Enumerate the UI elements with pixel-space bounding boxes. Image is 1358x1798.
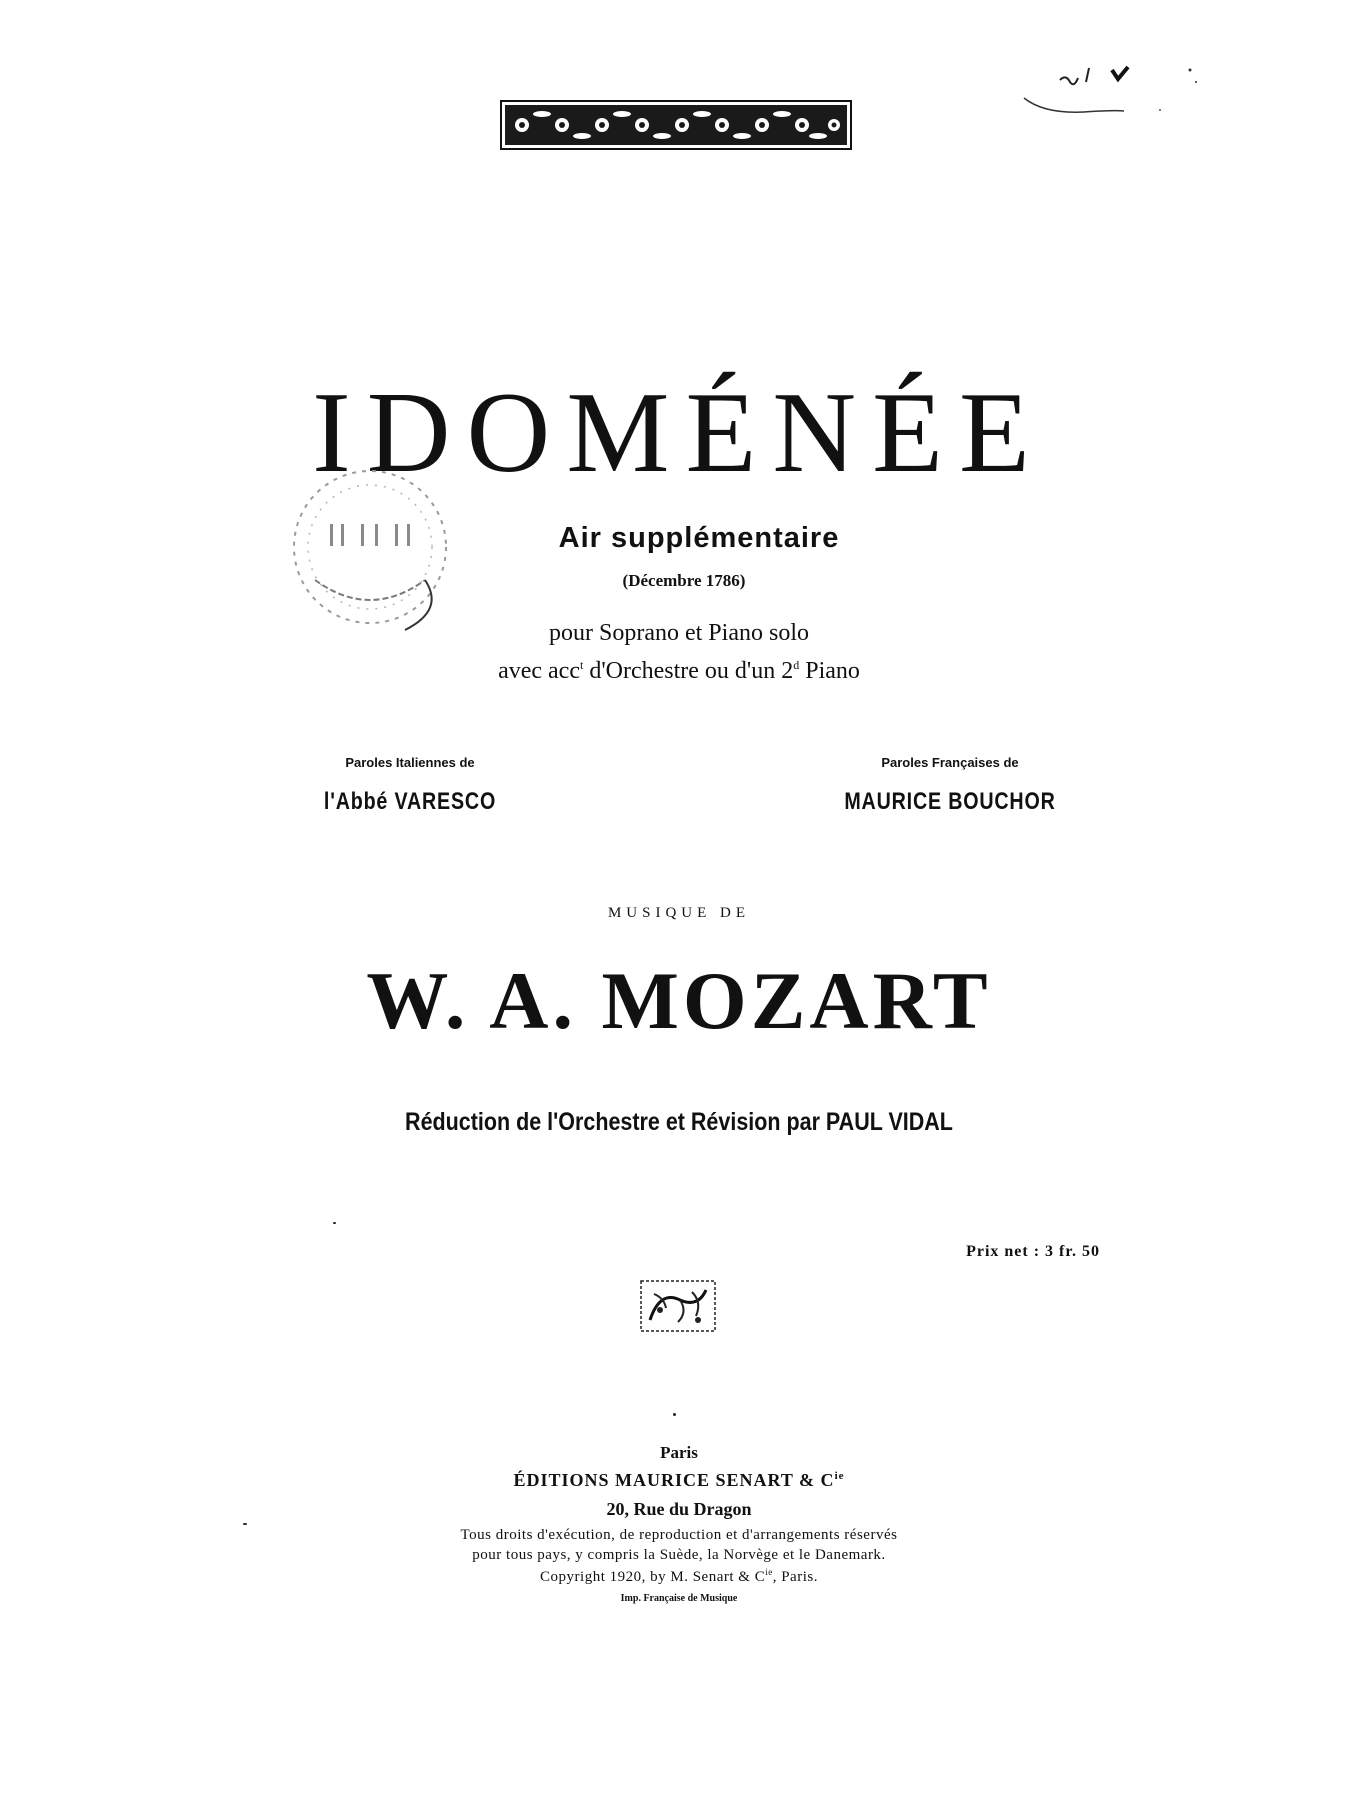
work-title: IDOMÉNÉE — [312, 369, 1046, 497]
rights-line-1: Tous droits d'exécution, de reproduction et d'arrangements réservés — [460, 1527, 898, 1543]
publisher-city: Paris — [660, 1443, 698, 1462]
printer-imprint: Imp. Française de Musique — [620, 1593, 738, 1604]
composition-date: (Décembre 1786) — [622, 571, 746, 590]
top-ornament-band — [500, 100, 852, 150]
scan-speck — [243, 1523, 247, 1525]
copyright-text: Copyright 1920, by M. Senart & C — [540, 1569, 766, 1585]
publisher-name-sup: ie — [834, 1470, 845, 1482]
scan-speck — [673, 1413, 676, 1416]
copyright-sup: ie — [765, 1567, 773, 1577]
credit-french-name: MAURICE BOUCHOR — [844, 788, 1056, 815]
rights-line-2: pour tous pays, y compris la Suède, la Norvège et le Danemark. — [472, 1547, 886, 1563]
credit-italian-lyrics — [200, 755, 620, 816]
publisher-address: 20, Rue du Dragon — [606, 1499, 752, 1519]
price: Prix net : 3 fr. 50 — [966, 1243, 1100, 1260]
scoring-line-2 — [0, 658, 1358, 685]
scan-speck — [333, 1222, 336, 1224]
credit-italian-caption: Paroles Italiennes de — [345, 755, 475, 770]
handwritten-mark — [1020, 62, 1210, 132]
scoring-line-1: pour Soprano et Piano solo — [549, 620, 809, 646]
credit-italian-name: l'Abbé VARESCO — [323, 788, 497, 815]
publisher-name: ÉDITIONS MAURICE SENART & C — [513, 1470, 835, 1490]
copyright-line — [0, 1567, 1358, 1586]
publisher-name-line — [0, 1470, 1358, 1491]
leaf-ornament — [640, 1280, 716, 1332]
scoring-line-2-c: Piano — [799, 658, 860, 684]
scoring-line-2-b: d'Orchestre ou d'un 2 — [583, 658, 794, 684]
music-by-label: MUSIQUE DE — [607, 905, 751, 921]
credit-french-caption: Paroles Françaises de — [881, 755, 1019, 770]
composer-name: W. A. MOZART — [366, 955, 992, 1046]
credit-french-lyrics — [740, 755, 1160, 816]
scoring-sup-1: t — [579, 658, 584, 672]
subtitle: Air supplémentaire — [558, 522, 840, 554]
reduction-credit: Réduction de l'Orchestre et Révision par PAUL VIDAL — [405, 1108, 953, 1136]
scoring-sup-2: d — [793, 658, 800, 672]
copyright-end: , Paris. — [772, 1569, 818, 1585]
scoring-line-2-a: avec acc — [498, 658, 580, 684]
